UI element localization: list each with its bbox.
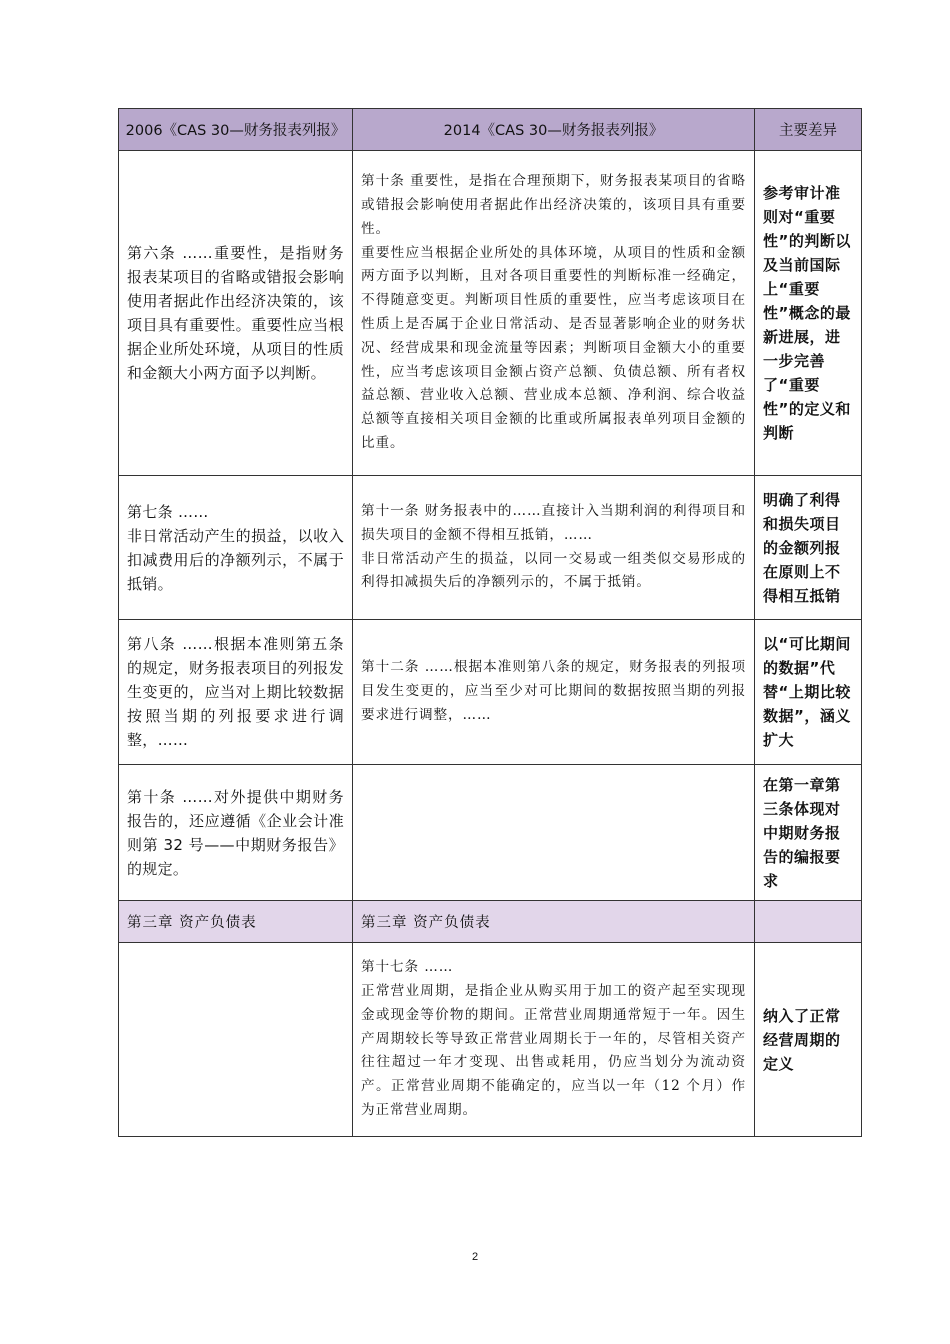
new-clause-text: 第十一条 财务报表中的……直接计入当期利润的利得项目和损失项目的金额不得相互抵销，…… 非日常活动产生的损益，以同一交易或一组类似交易形成的利得扣减损失后的净额列示的，不属于抵销。	[361, 502, 746, 591]
table-header-row	[119, 109, 862, 151]
table-row	[119, 943, 862, 1137]
header-old-standard: 2006《CAS 30—财务报表列报》	[119, 109, 353, 151]
difference-text: 参考审计准则对“重要性”的判断以及当前国际上“重要性”概念的最新进展，进一步完善了“重要性”的定义和判断	[763, 184, 851, 442]
new-clause-cell	[353, 151, 755, 476]
old-clause-text: 第十条 ……对外提供中期财务报告的，还应遵循《企业会计准则第 32 号——中期财务报告》的规定。	[127, 787, 344, 878]
table-row	[119, 151, 862, 476]
new-clause-cell	[353, 620, 755, 765]
old-clause-text: 第七条 …… 非日常活动产生的损益，以收入扣减费用后的净额列示，不属于抵销。	[127, 502, 344, 593]
table-row	[119, 476, 862, 620]
old-clause-cell	[119, 151, 353, 476]
comparison-table	[118, 108, 862, 1137]
chapter-title-old: 第三章 资产负债表	[127, 915, 257, 931]
header-main-differences: 主要差异	[755, 109, 862, 151]
difference-text: 在第一章第三条体现对中期财务报告的编报要求	[763, 775, 841, 890]
old-clause-text: 第六条 ……重要性，是指财务报表某项目的省略或错报会影响使用者据此作出经济决策的，该项目具有重要性。重要性应当根据企业所处环境，从项目的性质和金额大小两方面予以判断。	[127, 244, 344, 382]
table-row	[119, 765, 862, 901]
difference-cell	[755, 765, 862, 901]
old-clause-cell	[119, 476, 353, 620]
new-clause-text: 第十条 重要性，是指在合理预期下，财务报表某项目的省略或错报会影响使用者据此作出经济决策的，该项目具有重要性。 重要性应当根据企业所处的具体环境，从项目的性质和金额两方面予以判断，且对各项目重要性的判断标准一经确定，不得随意变更。判断项目性质的重要性，应当考虑该项目在性质上是否属于企业日常活动、是否显著影响企业的财务状况、经营成果和现金流量等因素；判断项目金额大小的重要性，应当考虑该项目金额占资产总额、负债总额、所有者权益总额、营业收入总额、营业成本总额、净利润、综合收益总额等直接相关项目金额的比重或所属报表单列项目金额的比重。	[361, 173, 746, 451]
new-clause-cell	[353, 943, 755, 1137]
chapter-row	[119, 901, 862, 943]
difference-text: 纳入了正常经营周期的定义	[763, 1006, 841, 1073]
difference-cell	[755, 476, 862, 620]
difference-text: 以“可比期间的数据”代替“上期比较数据”，涵义扩大	[763, 635, 851, 749]
new-clause-text: 第十七条 …… 正常营业周期，是指企业从购买用于加工的资产起至实现现金或现金等价物的期间。正常营业周期通常短于一年。因生产周期较长等导致正常营业周期长于一年的，尽管相关资产往往超过一年才变现、出售或耗用，仍应当划分为流动资产。正常营业周期不能确定的，应当以一年（12 个月）作为正常营业周期。	[361, 959, 746, 1118]
difference-cell	[755, 151, 862, 476]
table-row	[119, 620, 862, 765]
new-clause-cell	[353, 476, 755, 620]
old-clause-cell	[119, 620, 353, 765]
old-clause-cell	[119, 765, 353, 901]
new-clause-cell	[353, 765, 755, 901]
new-clause-text: 第十二条 ……根据本准则第八条的规定，财务报表的列报项目发生变更的，应当至少对可比期间的数据按照当期的列报要求进行调整，……	[361, 659, 746, 723]
chapter-new-cell	[353, 901, 755, 943]
difference-cell	[755, 620, 862, 765]
difference-text: 明确了利得和损失项目的金额列报在原则上不得相互抵销	[763, 490, 841, 605]
chapter-title-new: 第三章 资产负债表	[361, 915, 491, 931]
header-new-standard: 2014《CAS 30—财务报表列报》	[353, 109, 755, 151]
difference-cell	[755, 943, 862, 1137]
page-number: 2	[471, 1251, 479, 1263]
chapter-old-cell	[119, 901, 353, 943]
chapter-diff-cell	[755, 901, 862, 943]
old-clause-cell	[119, 943, 353, 1137]
old-clause-text: 第八条 ……根据本准则第五条的规定，财务报表项目的列报发生变更的，应当对上期比较数据按照当期的列报要求进行调整，……	[127, 635, 344, 749]
